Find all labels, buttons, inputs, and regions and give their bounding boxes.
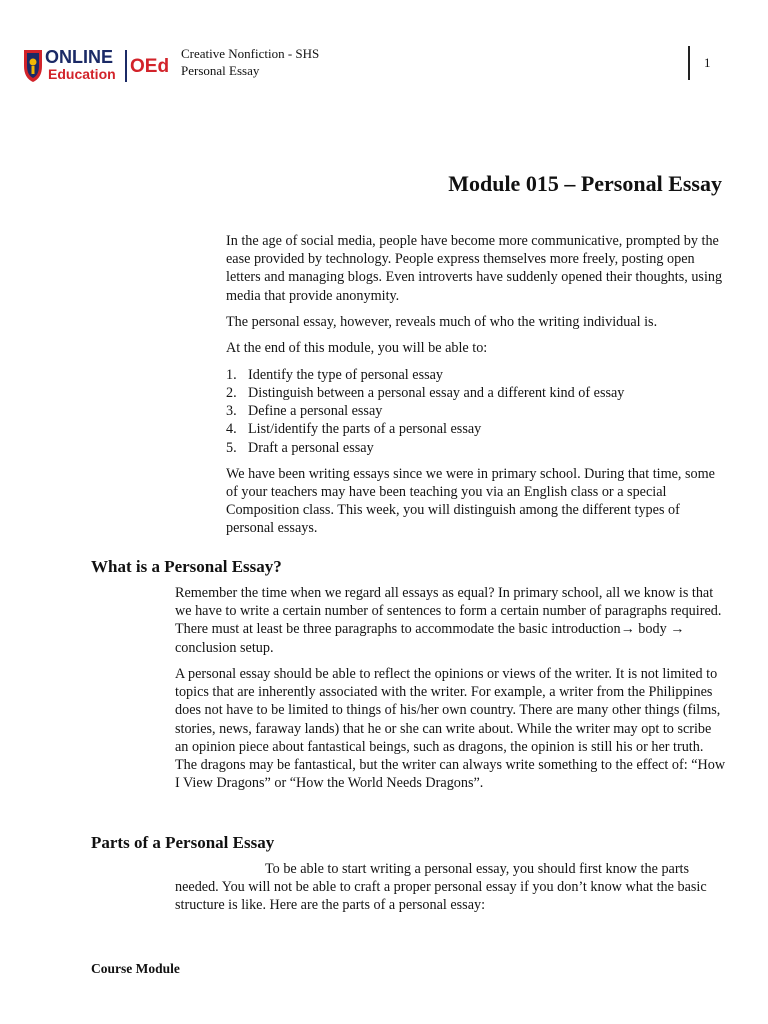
- what-paragraph-1: [175, 584, 727, 657]
- footer-course-module: Course Module: [91, 961, 180, 976]
- topic-line: Personal Essay: [181, 63, 260, 78]
- list-item: [226, 439, 726, 457]
- list-number: 1.: [226, 366, 237, 383]
- list-number: 4.: [226, 421, 237, 438]
- logo-mark: OEd: [130, 56, 170, 77]
- list-text: List/identify the parts of a personal essay: [248, 421, 482, 438]
- intro-paragraph: In the age of social media, people have become more communicative, prompted by the ease provided by technology. People express themselves more freely, posting open letters and managing blogs. Even introverts have suddenly opened their thoughts, using media that provide anonymity.: [226, 233, 723, 304]
- page-header: [0, 0, 768, 110]
- list-item: [226, 384, 726, 402]
- section-heading-what: What is a Personal Essay?: [91, 557, 282, 576]
- list-text: Distinguish between a personal essay and a different kind of essay: [248, 384, 625, 401]
- paragraph-text: Remember the time when we regard all essays as equal? In primary school, all we know is that we have to write a certain number of sentences to form a certain number of paragraphs required. There must at least be three paragraphs to accommodate the basic introduction: [175, 585, 722, 638]
- intro-section: [226, 232, 726, 546]
- logo-line2: Education: [48, 66, 116, 82]
- what-paragraph-2: A personal essay should be able to reflect the opinions or views of the writer. It is not limited to topics that are inherently associated with the writer. For example, a writer from the Philippines does not have to be limited to things of his/her own country. There are many other things (films, stories, news, faraway lands) that he or she can write about. While the writer may opt to scribe an opinion piece about fantastical beings, such as dragons, the opinion is still his or her truth. The dragons may be fantastical, but the writer can always write something to the effect of: “How I View Dragons” or “How the World Needs Dragons”.: [175, 666, 726, 792]
- list-number: 3.: [226, 403, 237, 420]
- list-text: Draft a personal essay: [248, 439, 374, 456]
- list-item: [226, 420, 726, 438]
- page-title: Module 015 – Personal Essay: [448, 171, 722, 196]
- header-divider: [688, 46, 690, 80]
- section-heading-parts: Parts of a Personal Essay: [91, 833, 275, 852]
- objectives-list: [226, 366, 726, 457]
- intro-paragraph: At the end of this module, you will be able to:: [226, 340, 488, 357]
- paragraph-text: conclusion setup.: [175, 639, 274, 656]
- paragraph-text: body: [634, 621, 671, 638]
- parts-paragraph: To be able to start writing a personal essay, you should first know the parts needed. You will not be able to craft a proper personal essay if you don’t know what the basic structure is like. Here are the parts of a personal essay:: [175, 861, 707, 914]
- page-number: 1: [704, 55, 711, 70]
- intro-paragraph: The personal essay, however, reveals much of who the writing individual is.: [226, 314, 658, 330]
- course-line: Creative Nonfiction - SHS: [181, 46, 320, 61]
- intro-closing-paragraph: We have been writing essays since we were in primary school. During that time, some of your teachers may have been teaching you via an English class or a special Composition class. This week, you will distinguish among the different types of personal essays.: [226, 465, 715, 537]
- arrow-icon: →: [670, 621, 685, 638]
- header-course-info: [181, 45, 319, 79]
- list-item: [226, 402, 726, 420]
- parts-section: [175, 860, 727, 923]
- list-text: Define a personal essay: [248, 403, 383, 420]
- online-education-logo: [22, 44, 174, 84]
- what-section: [175, 584, 727, 801]
- list-number: 5.: [226, 439, 237, 456]
- list-item: [226, 366, 726, 384]
- arrow-icon: →: [620, 621, 635, 638]
- list-text: Identify the type of personal essay: [248, 366, 444, 383]
- logo-line1: ONLINE: [45, 47, 114, 67]
- list-number: 2.: [226, 384, 237, 401]
